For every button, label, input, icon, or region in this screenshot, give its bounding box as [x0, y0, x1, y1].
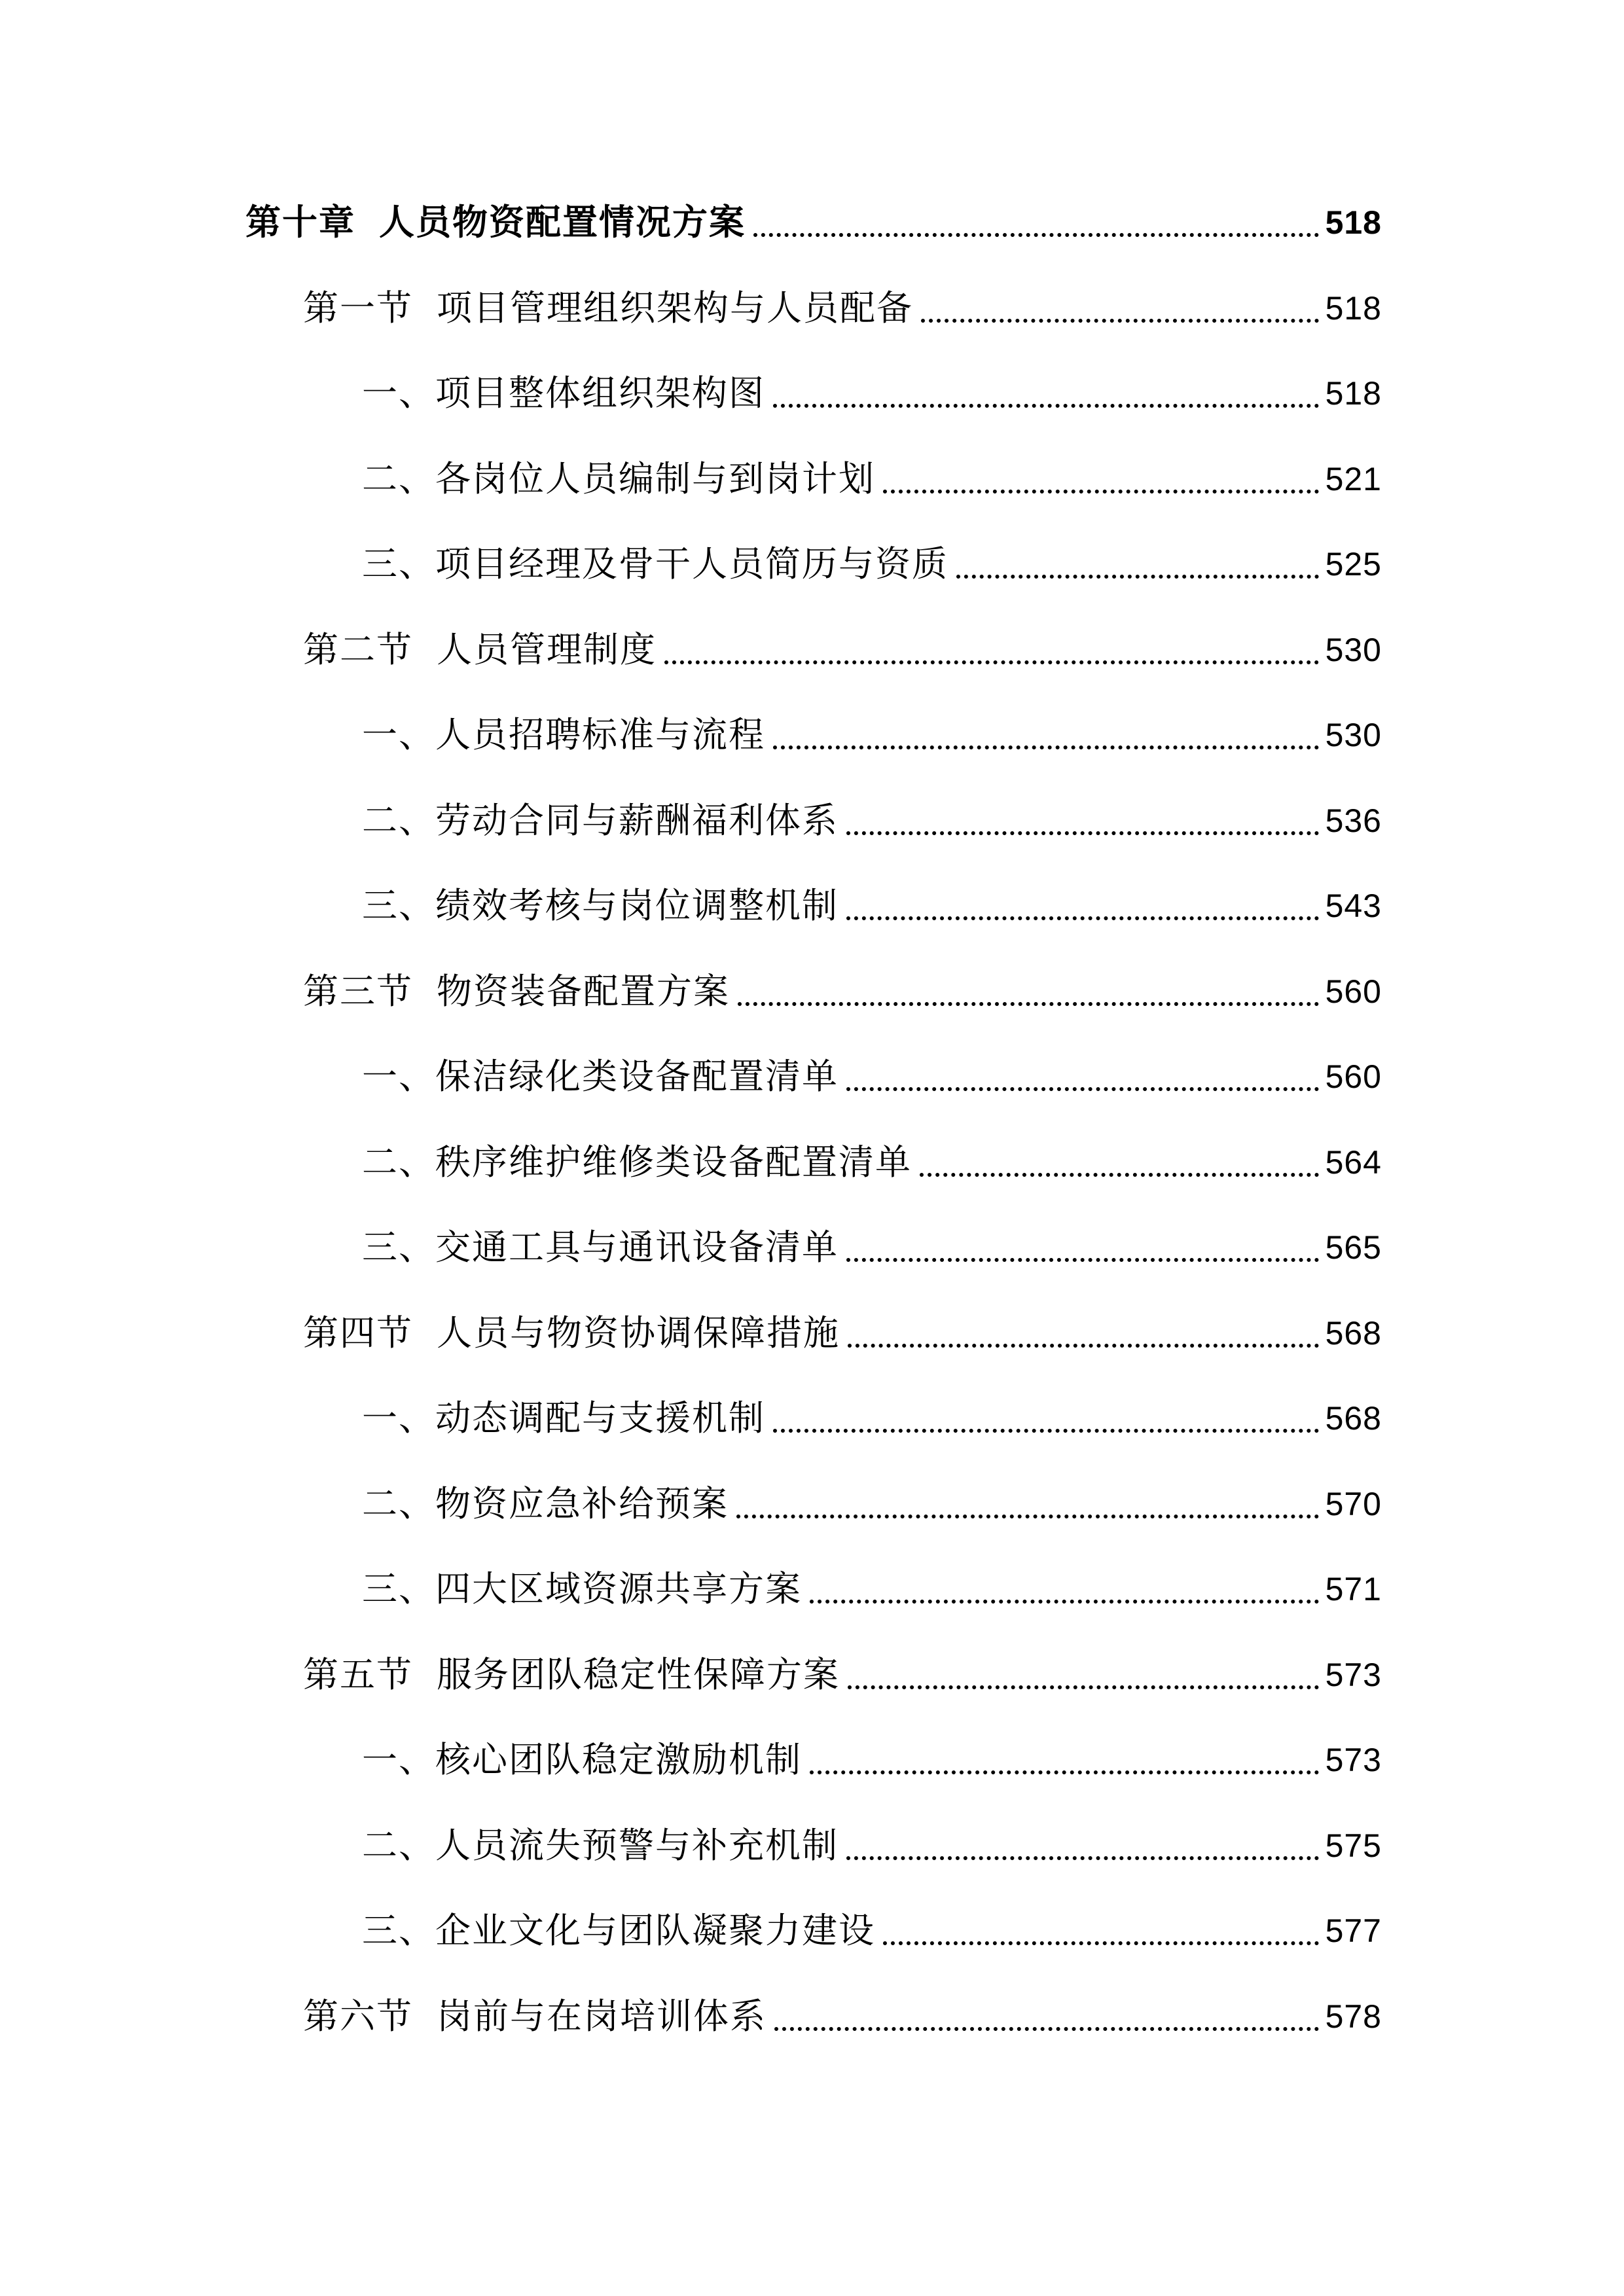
dot-leader: [810, 1600, 1319, 1604]
toc-entry-text: 二、劳动合同与薪酬福利体系: [362, 799, 839, 841]
dot-leader: [736, 1515, 1319, 1518]
toc-entry-title: [362, 1050, 839, 1103]
toc-entry-title: [362, 1905, 875, 1957]
toc-entry-label: 第四节: [303, 1312, 413, 1354]
toc-entry-page-number: 571: [1325, 1571, 1382, 1607]
toc-entry[interactable]: [362, 367, 1382, 420]
dot-leader: [848, 1344, 1319, 1348]
dot-leader: [846, 916, 1319, 920]
toc-entry-text: 三、绩效考核与岗位调整机制: [362, 885, 839, 926]
toc-entry-page-number: 518: [1325, 204, 1382, 241]
dot-leader: [956, 575, 1319, 579]
toc-entry[interactable]: [303, 1990, 1382, 2043]
toc-entry-page-number: 565: [1325, 1229, 1382, 1266]
toc-entry-title: [362, 795, 839, 847]
dot-leader: [753, 233, 1319, 237]
toc-entry-page-number: 568: [1325, 1400, 1382, 1437]
toc-entry-title: [362, 880, 839, 932]
toc-entry-label: 第一节: [303, 287, 413, 329]
toc-entry-text: 三、企业文化与团队凝聚力建设: [362, 1910, 875, 1951]
toc-entry-text: 人员物资配置情况方案: [379, 202, 746, 243]
toc-entry-text: 三、四大区域资源共享方案: [362, 1568, 802, 1609]
toc-entry-title: [362, 367, 765, 420]
toc-entry[interactable]: [303, 965, 1382, 1018]
toc-entry-page-number: 525: [1325, 546, 1382, 583]
toc-entry-page-number: 568: [1325, 1314, 1382, 1352]
toc-entry-page-number: 578: [1325, 1998, 1382, 2035]
toc-entry-page-number: 577: [1325, 1912, 1382, 1949]
toc-entry-page-number: 570: [1325, 1485, 1382, 1522]
toc-entry-text: 二、物资应急补给预案: [362, 1482, 729, 1524]
dot-leader: [846, 1856, 1319, 1860]
toc-entry[interactable]: [362, 1563, 1382, 1615]
toc-entry-text: 物资装备配置方案: [437, 970, 730, 1012]
dot-leader: [810, 1770, 1319, 1774]
dot-leader: [773, 745, 1319, 749]
dot-leader: [848, 1685, 1319, 1689]
toc-entry-page-number: 575: [1325, 1827, 1382, 1864]
toc-entry-title: [362, 1734, 802, 1786]
dot-leader: [883, 490, 1319, 493]
toc-entry-page-number: 518: [1325, 289, 1382, 327]
toc-entry-text: 一、项目整体组织架构图: [362, 372, 765, 414]
toc-entry[interactable]: [362, 453, 1382, 505]
toc-entry[interactable]: [362, 1221, 1382, 1274]
toc-entry[interactable]: [362, 880, 1382, 932]
toc-entry[interactable]: [362, 1136, 1382, 1189]
toc-entry-title: [303, 1307, 840, 1359]
toc-entry-page-number: 573: [1325, 1742, 1382, 1778]
toc-entry-title: [303, 1649, 840, 1701]
toc-entry-page-number: 573: [1325, 1656, 1382, 1693]
toc-entry-text: 三、交通工具与通讯设备清单: [362, 1227, 839, 1268]
toc-entry-label: 第五节: [303, 1653, 413, 1695]
toc-entry-text: 二、各岗位人员编制与到岗计划: [362, 457, 875, 499]
toc-entry-text: 二、人员流失预警与补充机制: [362, 1824, 839, 1866]
toc-entry[interactable]: [362, 1478, 1382, 1530]
dot-leader: [920, 1173, 1319, 1177]
toc-entry-text: 岗前与在岗培训体系: [437, 1995, 767, 2037]
dot-leader: [846, 1258, 1319, 1262]
toc-entry[interactable]: [362, 709, 1382, 761]
toc-entry-text: 一、保洁绿化类设备配置清单: [362, 1056, 839, 1097]
toc-entry-text: 三、项目经理及骨干人员简历与资质: [362, 543, 948, 584]
toc-entry-text: 二、秩序维护维修类设备配置清单: [362, 1141, 912, 1183]
toc-entry-title: [362, 1136, 912, 1189]
toc-entry[interactable]: [303, 282, 1382, 334]
toc-entry-text: 人员管理制度: [437, 628, 657, 670]
toc-entry-title: [303, 282, 913, 334]
toc-entry-title: [362, 538, 948, 590]
toc-entry-title: [362, 709, 765, 761]
toc-entry[interactable]: [362, 1734, 1382, 1786]
toc-entry-title: [362, 1392, 765, 1444]
toc-entry-page-number: 560: [1325, 1058, 1382, 1095]
toc-entry-text: 一、动态调配与支援机制: [362, 1397, 765, 1439]
toc-entry-page-number: 560: [1325, 973, 1382, 1010]
toc-entry-label: 第十章: [245, 202, 355, 243]
dot-leader: [921, 319, 1319, 323]
toc-entry[interactable]: [362, 795, 1382, 847]
toc-entry[interactable]: [362, 1905, 1382, 1957]
toc-entry-text: 一、核心团队稳定激励机制: [362, 1739, 802, 1780]
toc-entry-text: 服务团队稳定性保障方案: [437, 1653, 840, 1695]
toc-entry-page-number: 521: [1325, 460, 1382, 497]
toc-entry-page-number: 530: [1325, 717, 1382, 753]
toc-entry-page-number: 530: [1325, 631, 1382, 668]
toc-entry-label: 第二节: [303, 628, 413, 670]
toc-entry[interactable]: [303, 1307, 1382, 1359]
toc-entry-page-number: 536: [1325, 802, 1382, 839]
toc-entry-label: 第六节: [303, 1995, 413, 2037]
toc-entry[interactable]: [303, 1649, 1382, 1701]
toc-entry-title: [362, 1478, 729, 1530]
toc-entry[interactable]: [362, 538, 1382, 590]
toc-entry-title: [303, 965, 730, 1018]
dot-leader: [883, 1941, 1319, 1945]
toc-entry-title: [362, 1221, 839, 1274]
toc-entry[interactable]: [362, 1392, 1382, 1444]
toc-entry-text: 一、人员招聘标准与流程: [362, 714, 765, 755]
toc-entry-title: [362, 1563, 802, 1615]
toc-entry[interactable]: [245, 196, 1382, 249]
dot-leader: [664, 660, 1319, 664]
toc-entry-label: 第三节: [303, 970, 413, 1012]
toc-entry-title: [303, 624, 657, 676]
toc-entry-title: [362, 453, 875, 505]
toc-entry-text: 项目管理组织架构与人员配备: [437, 287, 913, 329]
toc-entry-title: [245, 196, 746, 249]
dot-leader: [773, 404, 1319, 408]
toc-entry-page-number: 564: [1325, 1143, 1382, 1181]
dot-leader: [846, 1087, 1319, 1091]
toc-entry[interactable]: [303, 624, 1382, 676]
dot-leader: [773, 1429, 1319, 1433]
toc-entry-title: [303, 1990, 767, 2043]
dot-leader: [738, 1002, 1319, 1006]
dot-leader: [846, 831, 1319, 835]
toc-entry-page-number: 518: [1325, 375, 1382, 412]
toc-entry[interactable]: [362, 1820, 1382, 1872]
dot-leader: [774, 2027, 1319, 2031]
toc-entry[interactable]: [362, 1050, 1382, 1103]
toc-entry-text: 人员与物资协调保障措施: [437, 1312, 840, 1354]
toc-entry-page-number: 543: [1325, 888, 1382, 924]
toc-entry-title: [362, 1820, 839, 1872]
